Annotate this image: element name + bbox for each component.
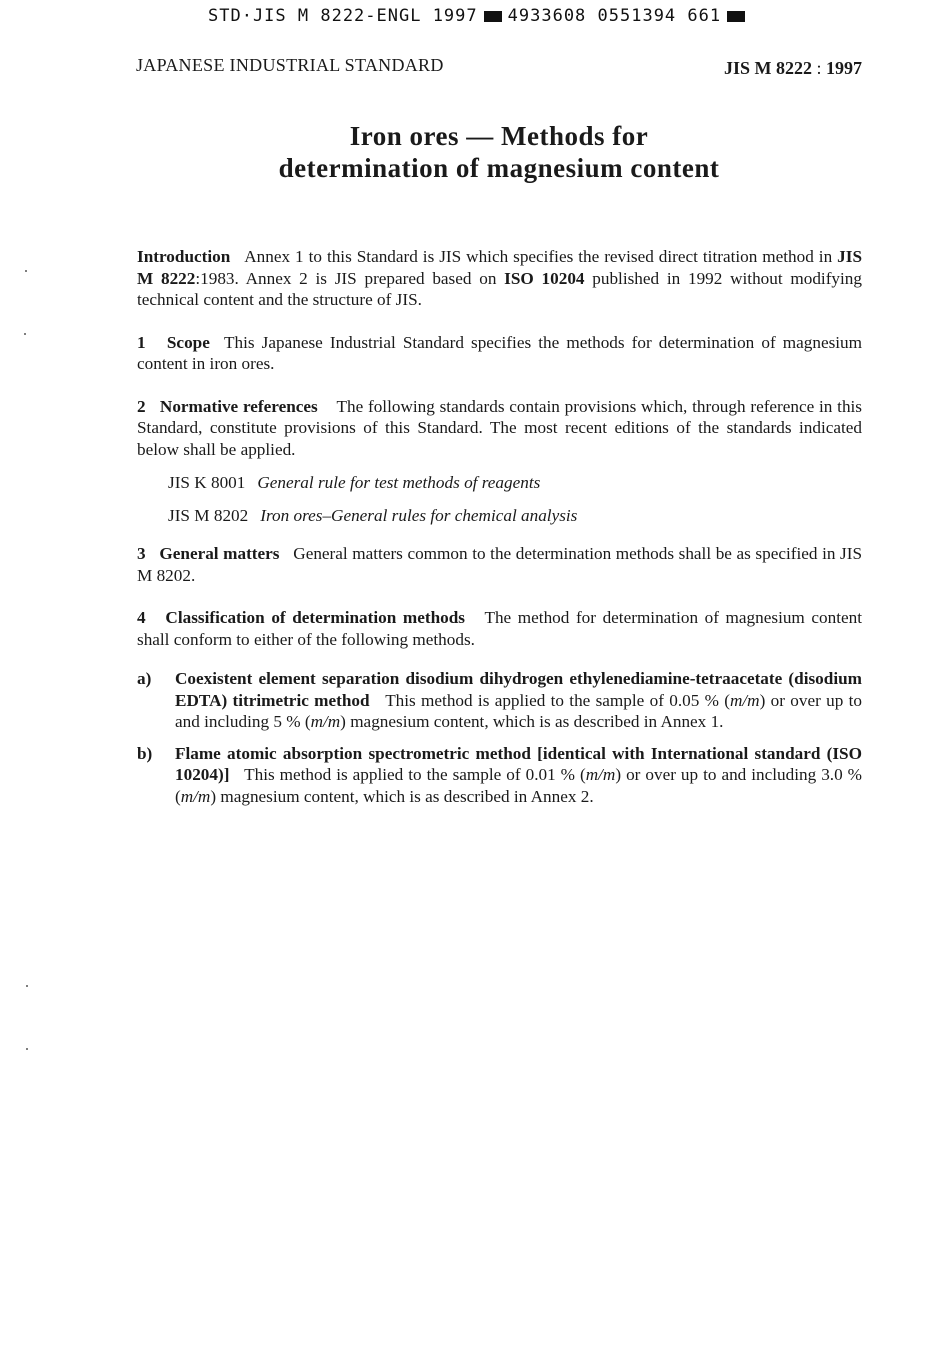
section-number: 4 xyxy=(137,608,146,627)
reference-code: JIS K 8001 xyxy=(168,473,246,492)
stamp-number: 4933608 0551394 661 xyxy=(507,6,722,26)
method-text: ) or over up to and including 5 % ( xyxy=(175,690,862,731)
scope-section xyxy=(137,332,862,375)
section-text: The method for determination of magnesium content shall conform to either of the following methods. xyxy=(137,608,862,649)
doc-code: JIS M 8222 xyxy=(723,58,812,78)
reference-title: Iron ores–General rules for chemical analysis xyxy=(260,505,578,525)
document-stamp xyxy=(208,6,751,26)
section-heading: Scope xyxy=(166,332,210,352)
general-matters-section xyxy=(137,543,862,586)
method-unit: m/m xyxy=(585,765,616,784)
method-text: This method is applied to the sample of 0.01 % ( xyxy=(244,765,586,784)
method-heading: Flame atomic absorption spectrometric method [identical with International standard (ISO 10204)] xyxy=(175,743,862,784)
section-text: General matters common to the determination methods shall be as specified in JIS M 8202. xyxy=(137,544,863,585)
scan-speck xyxy=(26,1048,28,1050)
reference-list xyxy=(168,472,862,526)
introduction-paragraph xyxy=(137,246,862,311)
title-line-2: determination of magnesium content xyxy=(278,153,720,183)
stamp-block-icon xyxy=(727,11,745,22)
section-number: 3 xyxy=(137,544,146,563)
method-text: ) magnesium content, which is as described in Annex 1. xyxy=(340,712,724,731)
method-unit: m/m xyxy=(180,786,211,806)
section-text: The following standards contain provisions which, through reference in this Standard, constitute provisions of this Standard. The most recent editions of the standards indicated below shall be applied. xyxy=(137,396,862,459)
title-line-1: Iron ores — Methods for xyxy=(349,121,649,151)
doc-colon: : xyxy=(811,58,826,78)
stamp-code: STD·JIS M 8222-ENGL 1997 xyxy=(208,6,478,26)
introduction-ref-jis: JIS M 8222 xyxy=(137,247,862,288)
section-text: This Japanese Industrial Standard specifies the methods for determination of magnesium content in iron ores. xyxy=(137,332,862,373)
introduction-text: :1983. Annex 2 is JIS prepared based on xyxy=(195,268,505,288)
introduction-text: Annex 1 to this Standard is JIS which specifies the revised direct titration method in xyxy=(244,247,838,266)
standard-label: JAPANESE INDUSTRIAL STANDARD xyxy=(136,55,444,75)
section-heading: Normative references xyxy=(159,396,318,416)
reference-item xyxy=(168,472,862,494)
reference-code: JIS M 8202 xyxy=(168,505,249,525)
section-number: 2 xyxy=(137,396,146,416)
method-label: a) xyxy=(137,669,152,688)
method-heading: Coexistent element separation disodium dihydrogen ethylenediamine-tetraacetate (disodium EDTA) titrimetric method xyxy=(175,669,862,710)
scan-speck xyxy=(26,985,28,987)
reference-item xyxy=(168,505,862,527)
introduction-text: published in 1992 without modifying technical content and the structure of JIS. xyxy=(137,268,862,309)
normative-section xyxy=(137,396,862,461)
doc-year: 1997 xyxy=(826,58,862,78)
page-title xyxy=(0,120,950,184)
scan-speck xyxy=(24,333,26,335)
section-heading: General matters xyxy=(159,544,280,563)
introduction-heading: Introduction xyxy=(137,247,231,266)
document-number xyxy=(724,58,862,79)
document-body xyxy=(137,246,862,817)
stamp-block-icon xyxy=(484,11,502,22)
section-heading: Classification of determination methods xyxy=(165,608,465,627)
method-unit: m/m xyxy=(310,712,341,731)
reference-title: General rule for test methods of reagents xyxy=(257,473,541,492)
method-text: This method is applied to the sample of 0.05 % ( xyxy=(385,690,730,710)
method-item xyxy=(137,743,862,808)
method-text: ) magnesium content, which is as described in Annex 2. xyxy=(210,786,594,806)
method-label: b) xyxy=(137,743,153,763)
classification-section xyxy=(137,607,862,650)
introduction-ref-iso: ISO 10204 xyxy=(504,268,585,288)
method-unit: m/m xyxy=(729,690,760,710)
method-text: ) or over up to and including 3.0 % ( xyxy=(175,765,862,806)
scan-speck xyxy=(25,270,27,272)
method-item xyxy=(137,668,862,733)
section-number: 1 xyxy=(137,332,146,352)
